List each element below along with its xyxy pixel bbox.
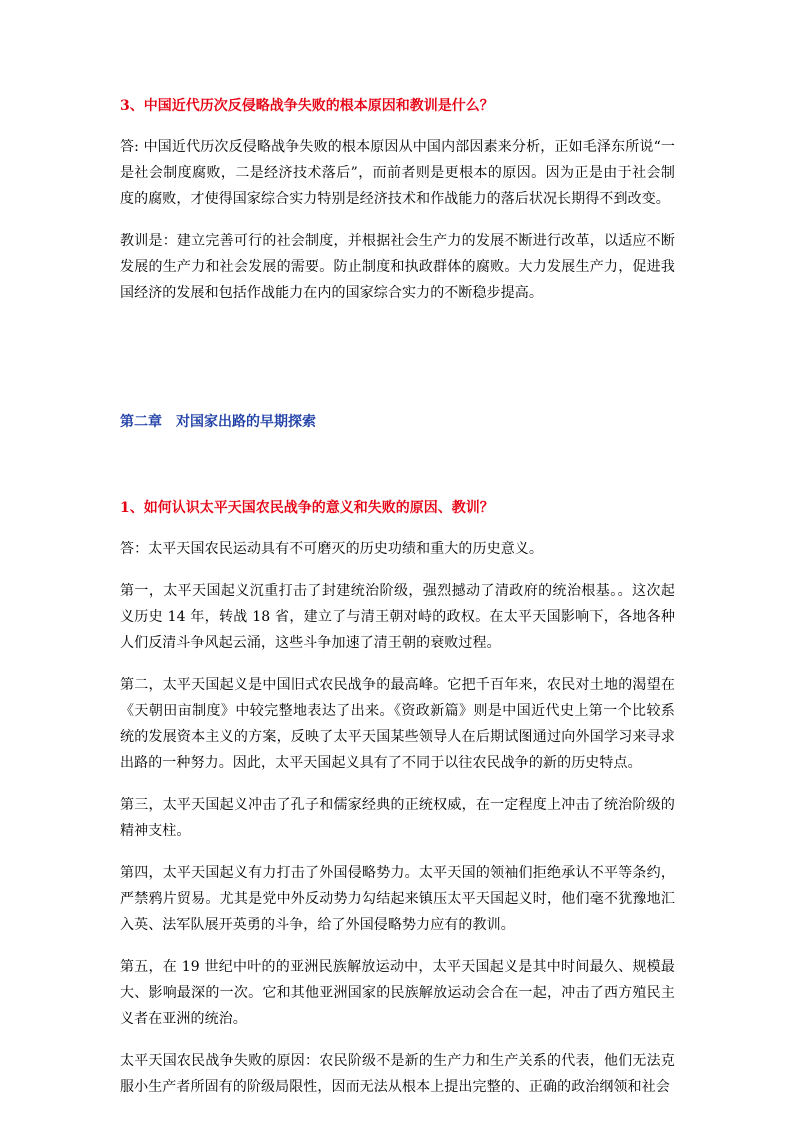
question-1-point-2: 第二，太平天国起义是中国旧式农民战争的最高峰。它把千百年来，农民对土地的渴望在《天朝田亩制度》中较完整地表达了出来。《资政新篇》则是中国近代史上第一个比较系统的发展资本主义的方案，反映了太平天国某些领导人在后期试图通过向外国学习来寻求出路的一种努力。因此，太平天国起义具有了不同于以往农民战争的新的历史特点。 (120, 677, 675, 771)
question-1-answer: 答：太平天国农民运动具有不可磨灭的历史功绩和重大的历史意义。 (120, 541, 543, 557)
question-1-point-3: 第三，太平天国起义冲击了孔子和儒家经典的正统权威，在一定程度上冲击了统治阶级的精神支柱。 (120, 797, 675, 839)
question-1-point-1: 第一，太平天国起义沉重打击了封建统治阶级，强烈撼动了清政府的统治根基。。这次起义历史 14 年，转战 18 省，建立了与清王朝对峙的政权。在太平天国影响下，各地各种人们反清斗争风起云涌，这些斗争加速了清王朝的衰败过程。 (120, 583, 675, 651)
question-3-answer: 答: 中国近代历次反侵略战争失败的根本原因从中国内部因素来分析，正如毛泽东所说“一是社会制度腐败，二是经济技术落后”，而前者则是更根本的原因。因为正是由于社会制度的腐败，才使得国家综合实力特别是经济技术和作战能力的落后状况长期得不到改变。 (120, 139, 675, 207)
question-1-point-5: 第五，在 19 世纪中叶的的亚洲民族解放运动中，太平天国起义是其中时间最久、规模最大、影响最深的一次。它和其他亚洲国家的民族解放运动会合在一起，冲击了西方殖民主义者在亚洲的统治。 (120, 959, 675, 1027)
question-1-heading: 1、如何认识太平天国农民战争的意义和失败的原因、教训？ (120, 500, 494, 516)
document-content (120, 92, 675, 1100)
question-3-lesson: 教训是：建立完善可行的社会制度，并根据社会生产力的发展不断进行改革，以适应不断发展的生产力和社会发展的需要。防止制度和执政群体的腐败。大力发展生产力，促进我国经济的发展和包括作战能力在内的国家综合实力的不断稳步提高。 (120, 233, 675, 301)
chapter-2-heading: 第二章 对国家出路的早期探索 (120, 414, 316, 430)
question-1-point-4: 第四，太平天国起义有力打击了外国侵略势力。太平天国的领袖们拒绝承认不平等条约，严禁鸦片贸易。尤其是党中外反动势力勾结起来镇压太平天国起义时，他们毫不犹豫地汇入英、法军队展开英勇的斗争，给了外国侵略势力应有的教训。 (120, 865, 675, 933)
question-3-heading: 3、中国近代历次反侵略战争失败的根本原因和教训是什么？ (120, 98, 494, 114)
question-1-failure-causes: 太平天国农民战争失败的原因：农民阶级不是新的生产力和生产关系的代表，他们无法克服小生产者所固有的阶级局限性，因而无法从根本上提出完整的、正确的政治纲领和社会 (120, 1053, 675, 1095)
